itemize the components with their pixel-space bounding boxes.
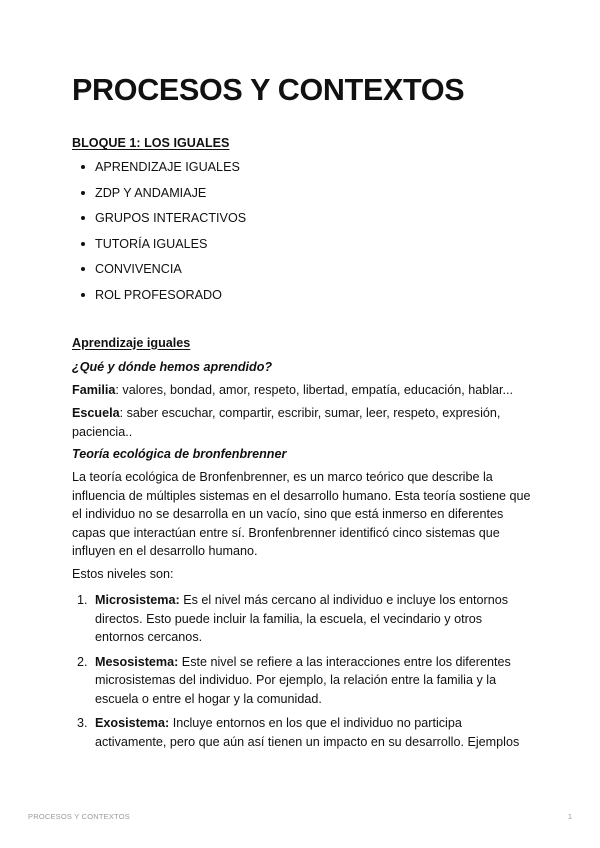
theory-paragraph: La teoría ecológica de Bronfenbrenner, es un marco teórico que describe la influencia de múltiples sistemas en el desarrollo humano. Esta teoría sostiene que el individuo no se desarrolla en un vacío, sino que está inmerso en diferentes capas que interactúan entre sí. Bronfenbrenner identificó cinco sistemas que influyen en el desarrollo humano. bbox=[72, 470, 531, 558]
list-item: GRUPOS INTERACTIVOS bbox=[72, 210, 532, 226]
levels-list bbox=[72, 591, 532, 751]
level-text: Este nivel se refiere a las interacciones entre los diferentes microsistemas del individuo. Por ejemplo, la relación entre la familia y la escuela o entre el hogar y la comunidad. bbox=[95, 654, 511, 706]
footer-title: PROCESOS Y CONTEXTOS bbox=[28, 812, 130, 821]
list-item: CONVIVENCIA bbox=[72, 261, 532, 277]
level-term: Exosistema: bbox=[95, 716, 170, 730]
question-heading: ¿Qué y dónde hemos aprendido? bbox=[72, 359, 273, 374]
item-number: 3. bbox=[77, 716, 88, 730]
list-item: TUTORÍA IGUALES bbox=[72, 236, 532, 252]
level-term: Microsistema: bbox=[95, 593, 180, 607]
block-heading: BLOQUE 1: LOS IGUALES bbox=[72, 136, 230, 150]
list-item: ZDP Y ANDAMIAJE bbox=[72, 185, 532, 201]
level-text: Es el nivel más cercano al individuo e incluye los entornos directos. Esto puede incluir la familia, la escuela, el vecindario y otros entornos cercanos. bbox=[95, 593, 509, 644]
item-number: 1. bbox=[77, 593, 88, 607]
escuela-label: Escuela bbox=[72, 406, 120, 420]
familia-label: Familia bbox=[72, 382, 116, 397]
topic-list bbox=[72, 159, 532, 303]
level-text: Incluye entornos en los que el individuo no participa activamente, pero que aún así tienen un impacto en su desarrollo. Ejemplos bbox=[95, 716, 520, 749]
familia-paragraph bbox=[72, 381, 532, 400]
escuela-text: : saber escuchar, compartir, escribir, sumar, leer, respeto, expresión, paciencia.. bbox=[72, 406, 501, 439]
list-item bbox=[72, 591, 532, 647]
document-title: PROCESOS Y CONTEXTOS bbox=[72, 73, 465, 107]
list-item: APRENDIZAJE IGUALES bbox=[72, 159, 532, 175]
section-heading: Aprendizaje iguales bbox=[72, 335, 191, 350]
levels-intro: Estos niveles son: bbox=[72, 566, 174, 581]
theory-heading: Teoría ecológica de bronfenbrenner bbox=[72, 447, 287, 461]
item-number: 2. bbox=[77, 654, 88, 669]
list-item bbox=[72, 653, 532, 709]
familia-text: : valores, bondad, amor, respeto, libertad, empatía, educación, hablar... bbox=[115, 382, 514, 397]
document-page bbox=[72, 70, 532, 751]
level-term: Mesosistema: bbox=[95, 654, 179, 669]
list-item bbox=[72, 714, 532, 751]
escuela-paragraph bbox=[72, 404, 532, 441]
page-number: 1 bbox=[567, 812, 572, 821]
list-item: ROL PROFESORADO bbox=[72, 287, 532, 303]
